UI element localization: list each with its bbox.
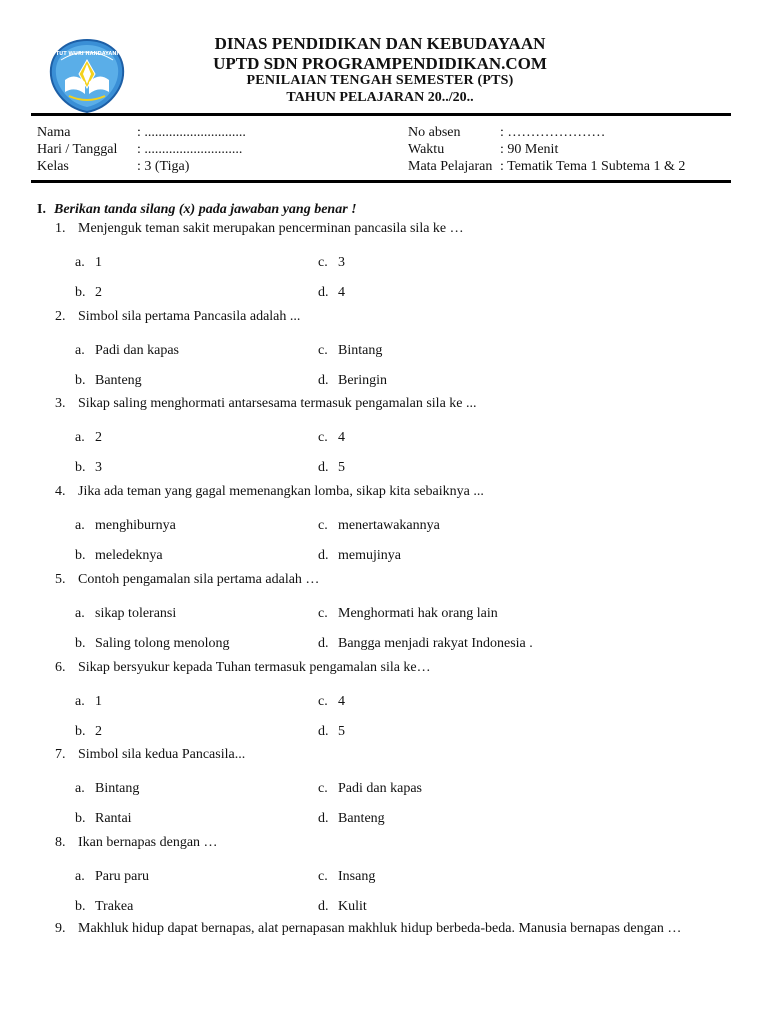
option-letter: b.: [75, 636, 86, 651]
option-text: 2: [95, 430, 102, 445]
answer-option-d[interactable]: [318, 460, 345, 476]
option-text: sikap toleransi: [95, 606, 177, 621]
option-letter: b.: [75, 811, 86, 826]
option-text: Paru paru: [95, 869, 150, 884]
question-text: Contoh pengamalan sila pertama adalah …: [78, 572, 320, 587]
question-text: Simbol sila kedua Pancasila...: [78, 747, 246, 762]
option-letter: c.: [318, 430, 328, 445]
option-letter: c.: [318, 255, 328, 270]
info-value: : …………………: [500, 125, 606, 140]
option-letter: a.: [75, 255, 85, 270]
option-letter: a.: [75, 694, 85, 709]
question-1: [55, 221, 464, 237]
option-letter: b.: [75, 373, 86, 388]
option-letter: c.: [318, 606, 328, 621]
header-exam-title: PENILAIAN TENGAH SEMESTER (PTS): [246, 73, 514, 88]
question-9: [55, 919, 735, 939]
option-text: Insang: [338, 869, 376, 884]
question-6: [55, 660, 431, 676]
info-label: Kelas: [37, 159, 69, 174]
answer-option-a[interactable]: [75, 606, 176, 622]
answer-option-c[interactable]: [318, 255, 345, 271]
question-2: [55, 309, 300, 325]
answer-option-a[interactable]: [75, 255, 102, 271]
answer-option-a[interactable]: [75, 343, 179, 359]
answer-option-d[interactable]: [318, 899, 367, 915]
question-number: 3.: [55, 396, 66, 411]
option-text: Kulit: [338, 899, 367, 914]
answer-option-c[interactable]: [318, 781, 422, 797]
section-instruction: [37, 202, 357, 218]
option-letter: c.: [318, 781, 328, 796]
answer-option-d[interactable]: [318, 285, 345, 301]
option-letter: b.: [75, 460, 86, 475]
answer-option-b[interactable]: [75, 636, 230, 652]
question-3: [55, 396, 477, 412]
option-text: 4: [338, 430, 345, 445]
info-value: : Tematik Tema 1 Subtema 1 & 2: [500, 159, 686, 174]
option-text: 1: [95, 255, 102, 270]
option-letter: b.: [75, 899, 86, 914]
answer-option-b[interactable]: [75, 460, 102, 476]
option-text: Banteng: [95, 373, 142, 388]
answer-option-d[interactable]: [318, 811, 385, 827]
answer-option-b[interactable]: [75, 811, 132, 827]
info-label: No absen: [408, 125, 461, 140]
answer-option-a[interactable]: [75, 430, 102, 446]
answer-option-a[interactable]: [75, 781, 139, 797]
question-number: 7.: [55, 747, 66, 762]
answer-option-b[interactable]: [75, 285, 102, 301]
option-text: 5: [338, 460, 345, 475]
option-letter: c.: [318, 518, 328, 533]
question-text: Menjenguk teman sakit merupakan pencerminan pancasila sila ke …: [78, 221, 464, 236]
answer-option-c[interactable]: [318, 694, 345, 710]
option-letter: d.: [318, 811, 329, 826]
answer-option-b[interactable]: [75, 373, 142, 389]
option-letter: a.: [75, 869, 85, 884]
info-label: Hari / Tanggal: [37, 142, 118, 157]
answer-option-c[interactable]: [318, 606, 498, 622]
option-letter: a.: [75, 430, 85, 445]
option-letter: a.: [75, 606, 85, 621]
info-label: Waktu: [408, 142, 445, 157]
question-text: Sikap saling menghormati antarsesama termasuk pengamalan sila ke ...: [78, 396, 477, 411]
option-letter: d.: [318, 724, 329, 739]
logo-motto-text: TUT WURI HANDAYANI: [55, 51, 119, 57]
option-text: Saling tolong menolong: [95, 636, 230, 651]
option-text: Trakea: [95, 899, 134, 914]
section-instruction-text: Berikan tanda silang (x) pada jawaban yang benar !: [54, 202, 357, 217]
option-text: 3: [95, 460, 102, 475]
answer-option-a[interactable]: [75, 518, 176, 534]
answer-option-a[interactable]: [75, 869, 149, 885]
answer-option-c[interactable]: [318, 869, 375, 885]
option-letter: d.: [318, 373, 329, 388]
option-letter: c.: [318, 694, 328, 709]
option-letter: a.: [75, 781, 85, 796]
answer-option-c[interactable]: [318, 430, 345, 446]
option-letter: b.: [75, 285, 86, 300]
question-text: Sikap bersyukur kepada Tuhan termasuk pengamalan sila ke…: [78, 660, 431, 675]
option-text: memujinya: [338, 548, 401, 563]
option-text: Padi dan kapas: [338, 781, 422, 796]
section-number: I.: [37, 202, 46, 217]
option-text: Rantai: [95, 811, 132, 826]
answer-option-d[interactable]: [318, 636, 533, 652]
option-text: meledeknya: [95, 548, 163, 563]
option-text: Banteng: [338, 811, 385, 826]
question-number: 8.: [55, 835, 66, 850]
option-letter: d.: [318, 899, 329, 914]
option-letter: a.: [75, 518, 85, 533]
answer-option-d[interactable]: [318, 548, 401, 564]
option-text: Padi dan kapas: [95, 343, 179, 358]
question-text: Simbol sila pertama Pancasila adalah ...: [78, 309, 301, 324]
question-8: [55, 835, 218, 851]
question-4: [55, 484, 484, 500]
info-value: : ............................: [137, 142, 243, 157]
question-text: Makhluk hidup dapat bernapas, alat pernapasan makhluk hidup berbeda-beda. Manusia bernapas dengan …: [78, 921, 682, 936]
answer-option-b[interactable]: [75, 548, 163, 564]
header-institution: DINAS PENDIDIKAN DAN KEBUDAYAAN: [214, 34, 546, 53]
answer-option-b[interactable]: [75, 724, 102, 740]
answer-option-b[interactable]: [75, 899, 133, 915]
option-text: Beringin: [338, 373, 387, 388]
option-letter: d.: [318, 636, 329, 651]
option-text: 4: [338, 694, 345, 709]
info-divider: [31, 180, 731, 183]
tut-wuri-handayani-logo: [47, 38, 127, 114]
info-value: : 3 (Tiga): [137, 159, 190, 174]
info-value: : .............................: [137, 125, 246, 140]
option-text: Bangga menjadi rakyat Indonesia .: [338, 636, 533, 651]
question-number: 5.: [55, 572, 66, 587]
header-divider: [31, 113, 731, 116]
header-academic-year: TAHUN PELAJARAN 20../20..: [286, 90, 474, 105]
answer-option-d[interactable]: [318, 373, 387, 389]
option-letter: d.: [318, 460, 329, 475]
option-text: menghiburnya: [95, 518, 176, 533]
header-school: UPTD SDN PROGRAMPENDIDIKAN.COM: [213, 54, 547, 73]
option-text: Bintang: [95, 781, 140, 796]
option-text: 2: [95, 285, 102, 300]
question-text: Jika ada teman yang gagal memenangkan lomba, sikap kita sebaiknya ...: [78, 484, 484, 499]
option-letter: b.: [75, 724, 86, 739]
question-number: 6.: [55, 660, 66, 675]
option-letter: c.: [318, 869, 328, 884]
answer-option-c[interactable]: [318, 343, 382, 359]
option-text: 4: [338, 285, 345, 300]
question-5: [55, 572, 319, 588]
question-text: Ikan bernapas dengan …: [78, 835, 218, 850]
question-number: 9.: [55, 921, 66, 936]
option-letter: d.: [318, 285, 329, 300]
answer-option-d[interactable]: [318, 724, 345, 740]
answer-option-c[interactable]: [318, 518, 440, 534]
option-text: 1: [95, 694, 102, 709]
question-7: [55, 747, 245, 763]
info-value: : 90 Menit: [500, 142, 559, 157]
option-text: 3: [338, 255, 345, 270]
question-number: 2.: [55, 309, 66, 324]
option-text: 5: [338, 724, 345, 739]
option-letter: d.: [318, 548, 329, 563]
info-label: Nama: [37, 125, 71, 140]
option-letter: c.: [318, 343, 328, 358]
option-text: Bintang: [338, 343, 383, 358]
question-number: 4.: [55, 484, 66, 499]
option-text: 2: [95, 724, 102, 739]
answer-option-a[interactable]: [75, 694, 102, 710]
info-label: Mata Pelajaran: [408, 159, 493, 174]
option-text: menertawakannya: [338, 518, 440, 533]
option-text: Menghormati hak orang lain: [338, 606, 498, 621]
option-letter: a.: [75, 343, 85, 358]
option-letter: b.: [75, 548, 86, 563]
question-number: 1.: [55, 221, 66, 236]
